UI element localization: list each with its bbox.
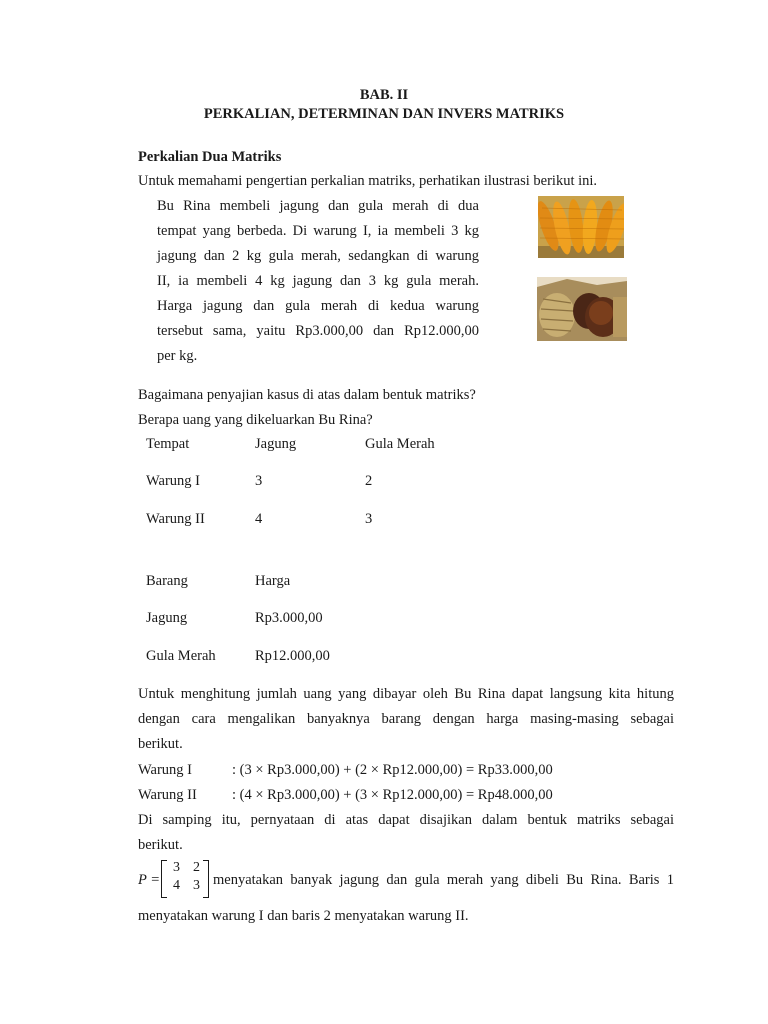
matrix-p — [161, 860, 209, 898]
matrix-cell: 3 — [193, 878, 200, 893]
matrix-cell: 3 — [173, 860, 180, 875]
table-cell: 4 — [255, 511, 263, 527]
matrix-bracket-left — [161, 860, 167, 898]
table-cell: Gula Merah — [146, 648, 216, 664]
paragraph-line: dengan cara mengalikan banyaknya barang dengan harga masing-masing sebagai — [138, 711, 674, 727]
question-line: Bagaimana penyajian kasus di atas dalam bentuk matriks? — [138, 387, 476, 403]
table-cell: Jagung — [146, 610, 188, 626]
matrix-description: menyatakan warung I dan baris 2 menyatakan warung II. — [138, 908, 469, 924]
matrix-cell: 2 — [193, 860, 200, 875]
table-header: Tempat — [146, 436, 190, 452]
table-header: Barang — [146, 573, 188, 589]
story-line: II, ia membeli 4 kg jagung dan 3 kg gula merah. — [157, 273, 479, 289]
chapter-label: BAB. II — [359, 87, 409, 103]
chapter-title: PERKALIAN, DETERMINAN DAN INVERS MATRIKS — [203, 106, 565, 122]
matrix-bracket-right — [203, 860, 209, 898]
paragraph-line: berikut. — [138, 736, 183, 752]
matrix-description: menyatakan banyak jagung dan gula merah yang dibeli Bu Rina. Baris 1 — [213, 872, 674, 888]
table-header: Jagung — [255, 436, 297, 452]
calc-label: Warung I — [138, 762, 192, 778]
table-cell: Warung II — [146, 511, 205, 527]
paragraph-line: Untuk menghitung jumlah uang yang dibayar oleh Bu Rina dapat langsung kita hitung — [138, 686, 674, 702]
calc-expression: : (4 × Rp3.000,00) + (3 × Rp12.000,00) = Rp48.000,00 — [232, 787, 553, 803]
paragraph-line: berikut. — [138, 837, 183, 853]
calc-label: Warung II — [138, 787, 197, 803]
table-header: Harga — [255, 573, 291, 589]
corn-image — [538, 196, 624, 258]
story-line: tempat yang berbeda. Di warung I, ia membeli 3 kg — [157, 223, 479, 239]
story-line: tersebut sama, yaitu Rp3.000,00 dan Rp12.000,00 — [157, 323, 479, 339]
story-line: per kg. — [157, 348, 198, 364]
matrix-cell: 4 — [173, 878, 180, 893]
table-cell: Rp3.000,00 — [255, 610, 323, 626]
intro-text: Untuk memahami pengertian perkalian matriks, perhatikan ilustrasi berikut ini. — [138, 173, 598, 189]
table-cell: Warung I — [146, 473, 200, 489]
story-line: Bu Rina membeli jagung dan gula merah di dua — [157, 198, 479, 214]
table-cell: 3 — [365, 511, 373, 527]
story-line: Harga jagung dan gula merah di kedua warung — [157, 298, 479, 314]
table-cell: 2 — [365, 473, 373, 489]
story-line: jagung dan 2 kg gula merah, sedangkan di warung — [157, 248, 479, 264]
question-line: Berapa uang yang dikeluarkan Bu Rina? — [138, 412, 373, 428]
table-header: Gula Merah — [365, 436, 435, 452]
palm-sugar-image — [537, 277, 627, 341]
section-title: Perkalian Dua Matriks — [138, 149, 282, 165]
table-cell: 3 — [255, 473, 263, 489]
matrix-name: P = — [138, 872, 161, 888]
table-cell: Rp12.000,00 — [255, 648, 330, 664]
paragraph-line: Di samping itu, pernyataan di atas dapat disajikan dalam bentuk matriks sebagai — [138, 812, 674, 828]
calc-expression: : (3 × Rp3.000,00) + (2 × Rp12.000,00) = Rp33.000,00 — [232, 762, 553, 778]
